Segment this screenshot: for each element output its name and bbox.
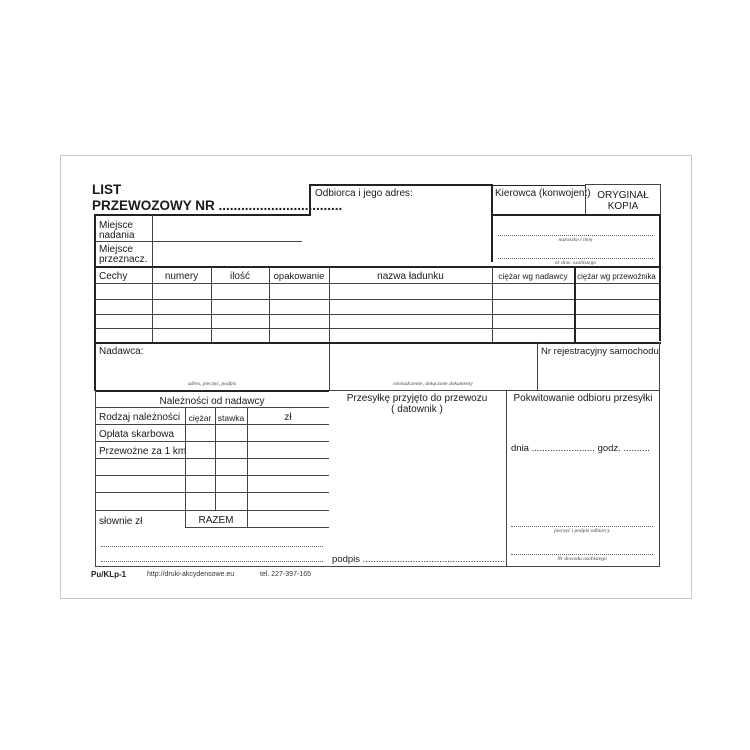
acceptance-title-2: ( datownik ) (391, 404, 443, 415)
fees-total-bottom (185, 527, 329, 528)
receipt-title: Pokwitowanie odbioru przesyłki (513, 393, 653, 404)
receipt-id-caption: Nr dowodu osobistego (557, 556, 607, 562)
driver-id-caption: nr dow. osobistego (554, 260, 597, 266)
form-code: Pu/KLp-1 (91, 570, 127, 579)
origin-label-2: nadania (99, 230, 135, 241)
receipt-id-line[interactable] (511, 554, 653, 555)
driver-name-line[interactable] (498, 235, 653, 236)
recipient-top-border (309, 184, 491, 186)
driver-top-border (492, 185, 585, 186)
declarations-bottom-line (329, 390, 659, 391)
cargo-header-numbers: numery (164, 271, 199, 282)
fees-header-pln: zł (284, 412, 292, 423)
cargo-header-quantity: ilość (229, 271, 250, 282)
origin-label-1: Miejsce (99, 220, 133, 231)
recipient-right-border (491, 184, 493, 262)
fees-header-weight: ciężar (188, 413, 212, 423)
original-label: ORYGINAŁ (597, 190, 649, 201)
driver-name-caption: nazwisko i imię (558, 237, 593, 243)
fees-total-label: RAZEM (198, 515, 234, 526)
fees-row-line-6 (95, 510, 329, 511)
cargo-header-features: Cechy (99, 271, 128, 282)
fees-left-line (95, 390, 96, 567)
fees-title-bottom (95, 407, 329, 408)
title-bottom-border (94, 214, 311, 216)
fees-row-line-1 (95, 424, 329, 425)
sender-address-caption: adres, pieczęć, podpis (187, 381, 237, 387)
cargo-header-weight-sender: ciężar wg nadawcy (498, 272, 568, 281)
sender-declarations-caption: oświadczenie, dołączone dokumenty (393, 381, 473, 387)
cargo-col-line-2 (211, 267, 212, 342)
right-bold-border (659, 214, 661, 341)
right-outer-line (659, 342, 660, 567)
cargo-header-weight-carrier: ciężar wg przewoźnika (577, 272, 656, 281)
fees-title: Należności od nadawcy (159, 396, 265, 407)
fees-row-line-2 (95, 441, 329, 442)
driver-bottom-border (491, 214, 661, 216)
acceptance-title-1: Przesyłkę przyjęto do przewozu (346, 393, 488, 404)
cargo-bottom-border (95, 342, 661, 344)
fees-row-line-5 (95, 492, 329, 493)
destination-label-2: przeznacz. (99, 254, 148, 265)
fees-row-line-4 (95, 475, 329, 476)
vehicle-divider (537, 343, 538, 391)
receipt-divider (506, 390, 507, 567)
form-bottom-line (95, 566, 660, 567)
driver-id-line[interactable] (498, 258, 653, 259)
receipt-date-line: dnia ........................ godz. .......... (511, 443, 650, 454)
fees-col-line-3 (247, 407, 248, 527)
sender-bottom-border (95, 390, 329, 392)
receipt-stamp-caption: pieczęć i podpis odbiorcy (554, 528, 610, 534)
cargo-col-line-4 (329, 267, 330, 391)
fees-header-rate: stawka (217, 413, 245, 423)
fees-header-type: Rodzaj należności (99, 412, 181, 423)
fees-words-line-1[interactable] (101, 546, 323, 547)
cargo-header-packaging: opakowanie (273, 271, 325, 282)
receipt-stamp-line[interactable] (511, 526, 653, 527)
footer-phone: tel. 227-397-165 (260, 571, 311, 578)
fees-col-line-2 (215, 407, 216, 510)
copy-label: KOPIA (607, 201, 639, 212)
fees-row-line-3 (95, 458, 329, 459)
fees-col-line-1 (185, 407, 186, 527)
title-divider (309, 184, 311, 214)
cargo-col-line-3 (269, 267, 270, 342)
sender-label: Nadawca: (99, 346, 144, 357)
cargo-col-line-1 (152, 267, 153, 342)
fees-words-label: słownie zł (99, 516, 143, 527)
cargo-col-line-5 (492, 267, 493, 342)
waybill-form (60, 155, 692, 599)
acceptance-signature: podpis ...................................................... (332, 554, 506, 565)
recipient-label: Odbiorca i jego adres: (315, 188, 413, 199)
fees-row-stamp-duty: Opłata skarbowa (99, 429, 175, 440)
driver-label: Kierowca (konwojent) (495, 188, 591, 199)
vehicle-registration-label: Nr rejestracyjny samochodu (541, 346, 659, 357)
form-title-line1: LIST (92, 182, 122, 197)
footer-url[interactable]: http://druki-akcydensowe.eu (147, 571, 235, 578)
cargo-col-line-6 (574, 267, 576, 342)
destination-label-1: Miejsce (99, 244, 133, 255)
fees-words-line-2[interactable] (101, 561, 323, 562)
fees-row-carriage: Przewożne za 1 km (99, 446, 187, 457)
cargo-header-cargo-name: nazwa ładunku (377, 271, 444, 282)
form-title-line2: PRZEWOZOWY NR ................................. (92, 198, 343, 213)
origin-bottom-line (95, 241, 302, 242)
